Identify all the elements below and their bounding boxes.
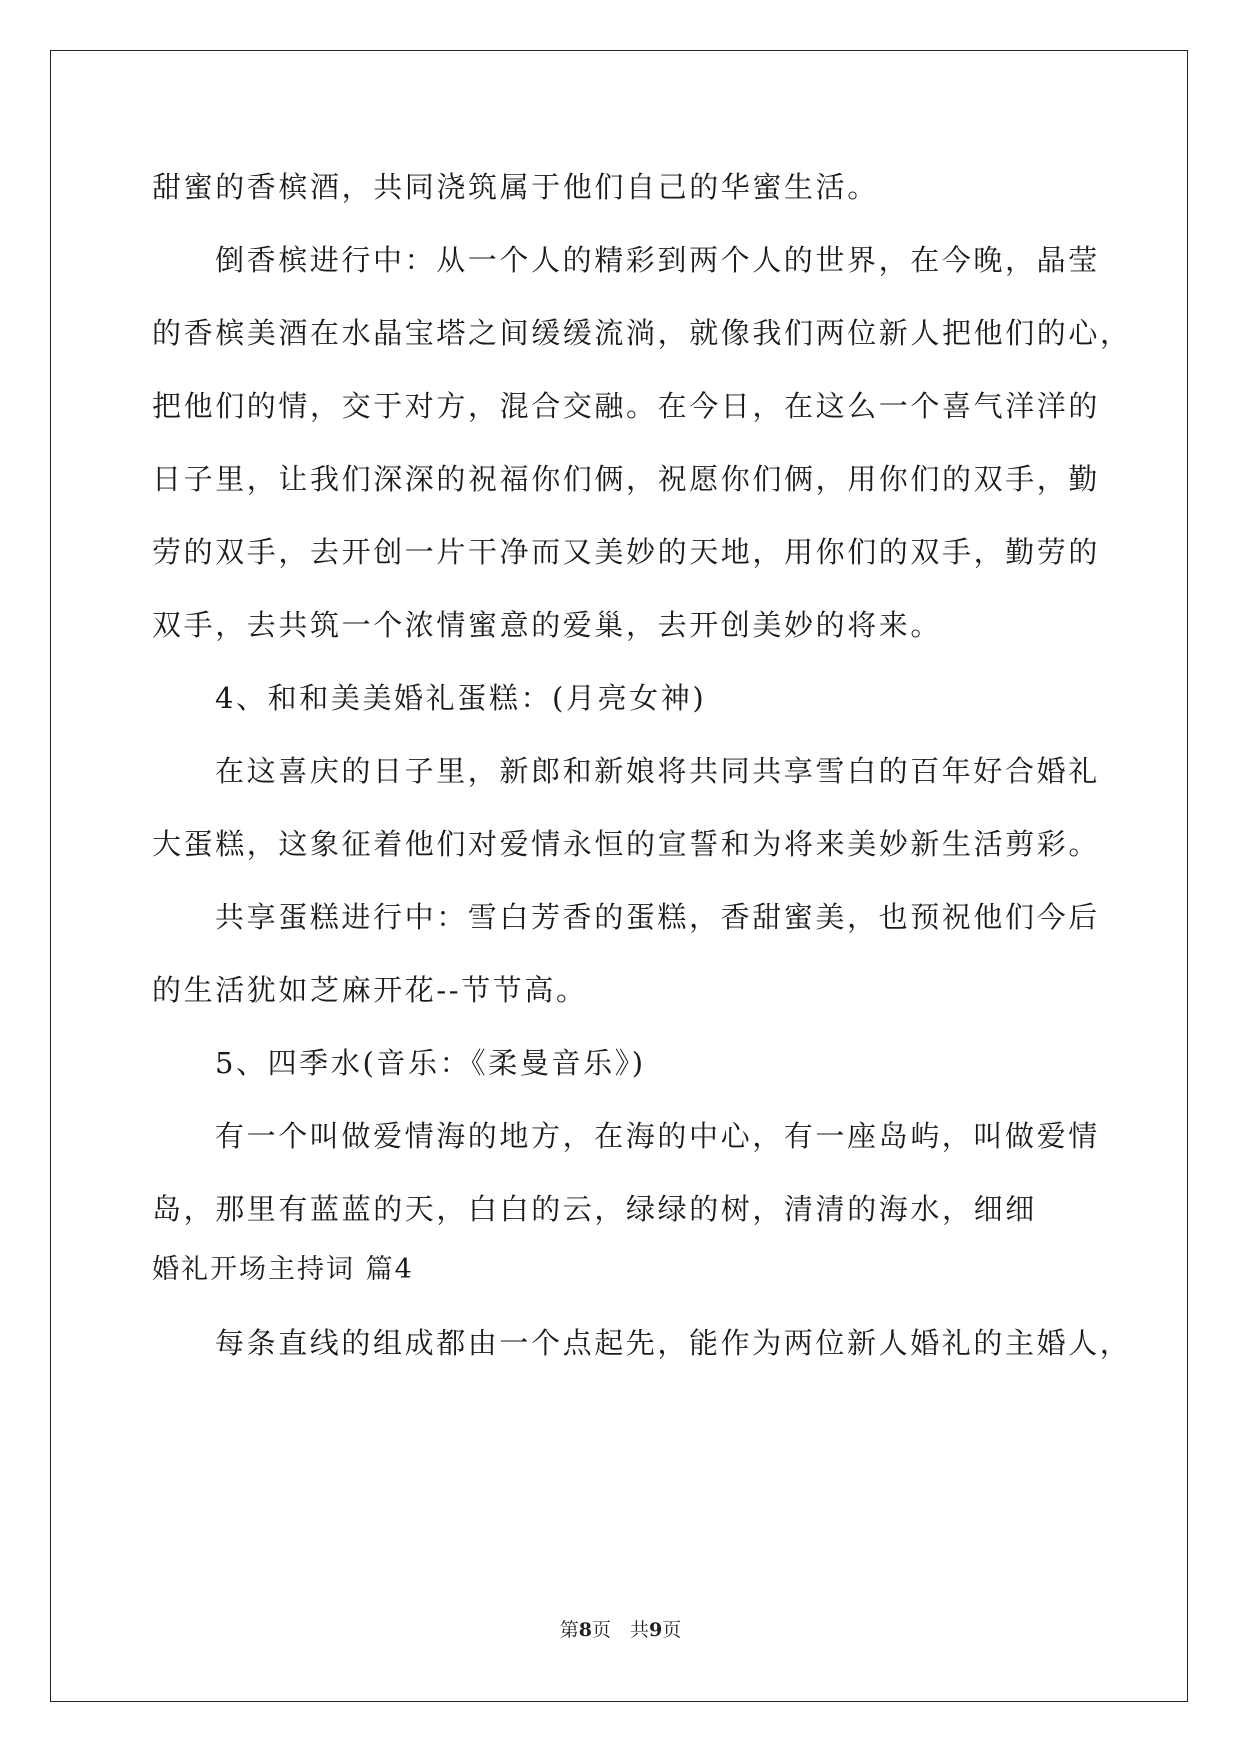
paragraph-line: 的香槟美酒在水晶宝塔之间缓缓流淌，就像我们两位新人把他们的心，: [152, 316, 1132, 350]
paragraph-line: 共享蛋糕进行中：雪白芳香的蛋糕，香甜蜜美，也预祝他们今后: [215, 900, 1100, 934]
paragraph-line: 的生活犹如芝麻开花--节节高。: [152, 973, 588, 1007]
paragraph-line: 在这喜庆的日子里，新郎和新娘将共同共享雪白的百年好合婚礼: [215, 754, 1100, 788]
chapter-title: 婚礼开场主持词 篇4: [152, 1254, 414, 1285]
paragraph-line: 把他们的情，交于对方，混合交融。在今日，在这么一个喜气洋洋的: [152, 389, 1101, 423]
total-page-number: 9: [649, 1619, 663, 1641]
section-heading: 4、和和美美婚礼蛋糕：(月亮女神): [215, 681, 707, 715]
paragraph-line: 有一个叫做爱情海的地方，在海的中心，有一座岛屿，叫做爱情: [215, 1119, 1100, 1153]
page-border: [50, 50, 1188, 1702]
paragraph-line: 每条直线的组成都由一个点起先，能作为两位新人婚礼的主婚人，: [215, 1326, 1132, 1360]
section-heading: 5、四季水(音乐：《柔曼音乐》): [215, 1046, 646, 1080]
page-number-footer: [0, 1618, 1241, 1642]
paragraph-line: 劳的双手，去开创一片干净而又美妙的天地，用你们的双手，勤劳的: [152, 535, 1101, 569]
current-page-number: 8: [578, 1619, 592, 1641]
page-prefix: 第: [559, 1619, 579, 1641]
page-suffix: 页: [662, 1619, 682, 1641]
paragraph-line: 倒香槟进行中：从一个人的精彩到两个人的世界，在今晚，晶莹: [215, 243, 1100, 277]
page-mid: 页 共: [591, 1619, 649, 1641]
paragraph-line: 双手，去共筑一个浓情蜜意的爱巢，去开创美妙的将来。: [152, 608, 943, 642]
paragraph-line: 日子里，让我们深深的祝福你们俩，祝愿你们俩，用你们的双手，勤: [152, 462, 1101, 496]
paragraph-line: 大蛋糕，这象征着他们对爱情永恒的宣誓和为将来美妙新生活剪彩。: [152, 827, 1101, 861]
paragraph-line: 岛，那里有蓝蓝的天，白白的云，绿绿的树，清清的海水，细细: [152, 1192, 1037, 1226]
paragraph-line: 甜蜜的香槟酒，共同浇筑属于他们自己的华蜜生活。: [152, 170, 879, 204]
